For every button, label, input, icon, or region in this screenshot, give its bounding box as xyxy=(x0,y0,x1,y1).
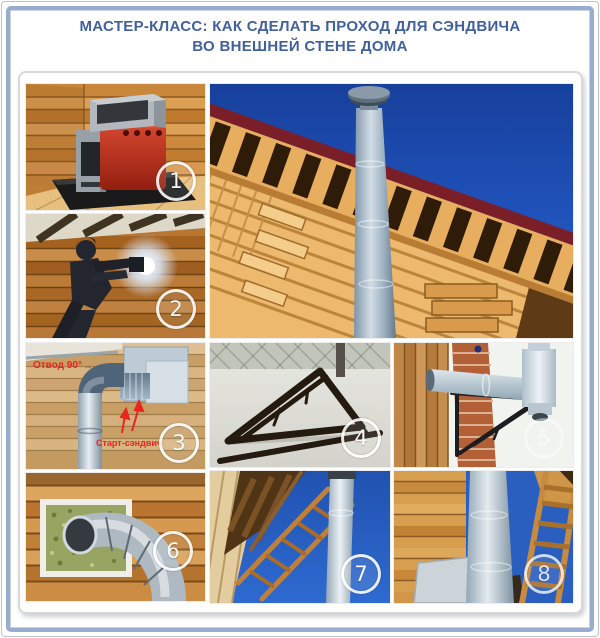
page-title xyxy=(20,17,580,57)
step-number-badge: 5 xyxy=(524,418,564,458)
photo-step-2-marking-wall xyxy=(26,214,205,338)
annotation-start-sandwich-label: Старт-сэндвич xyxy=(96,438,163,448)
step-number-badge: 1 xyxy=(156,161,196,201)
photo-step-6-insulated-pass-through xyxy=(26,473,205,601)
title-line-2: ВО ВНЕШНЕЙ СТЕНЕ ДОМА xyxy=(192,38,408,55)
annotation-elbow-label: Отвод 90° xyxy=(33,360,82,371)
step-number-badge: 6 xyxy=(153,531,193,571)
arrow-right-icon: → xyxy=(83,361,93,372)
title-line-1: МАСТЕР-КЛАСС: КАК СДЕЛАТЬ ПРОХОД ДЛЯ СЭНДВИЧА xyxy=(79,18,521,35)
step-number-badge: 3 xyxy=(159,423,199,463)
photo-step-3-elbow-start-sandwich xyxy=(26,343,205,469)
chimney-overview-art xyxy=(210,84,573,338)
step-number-badge: 4 xyxy=(341,418,381,458)
photo-step-5-bracket-mounted xyxy=(394,343,573,467)
photo-chimney-exterior-overview xyxy=(210,84,573,338)
photo-step-1-stove-installed xyxy=(26,84,205,210)
photo-step-7-pipe-at-eaves xyxy=(210,471,390,603)
step-number-badge: 2 xyxy=(156,289,196,329)
photo-step-4-support-bracket xyxy=(210,343,390,467)
step-number-badge: 7 xyxy=(341,554,381,594)
step-number-badge: 8 xyxy=(524,554,564,594)
photo-step-8-pipe-with-ladder xyxy=(394,471,573,603)
